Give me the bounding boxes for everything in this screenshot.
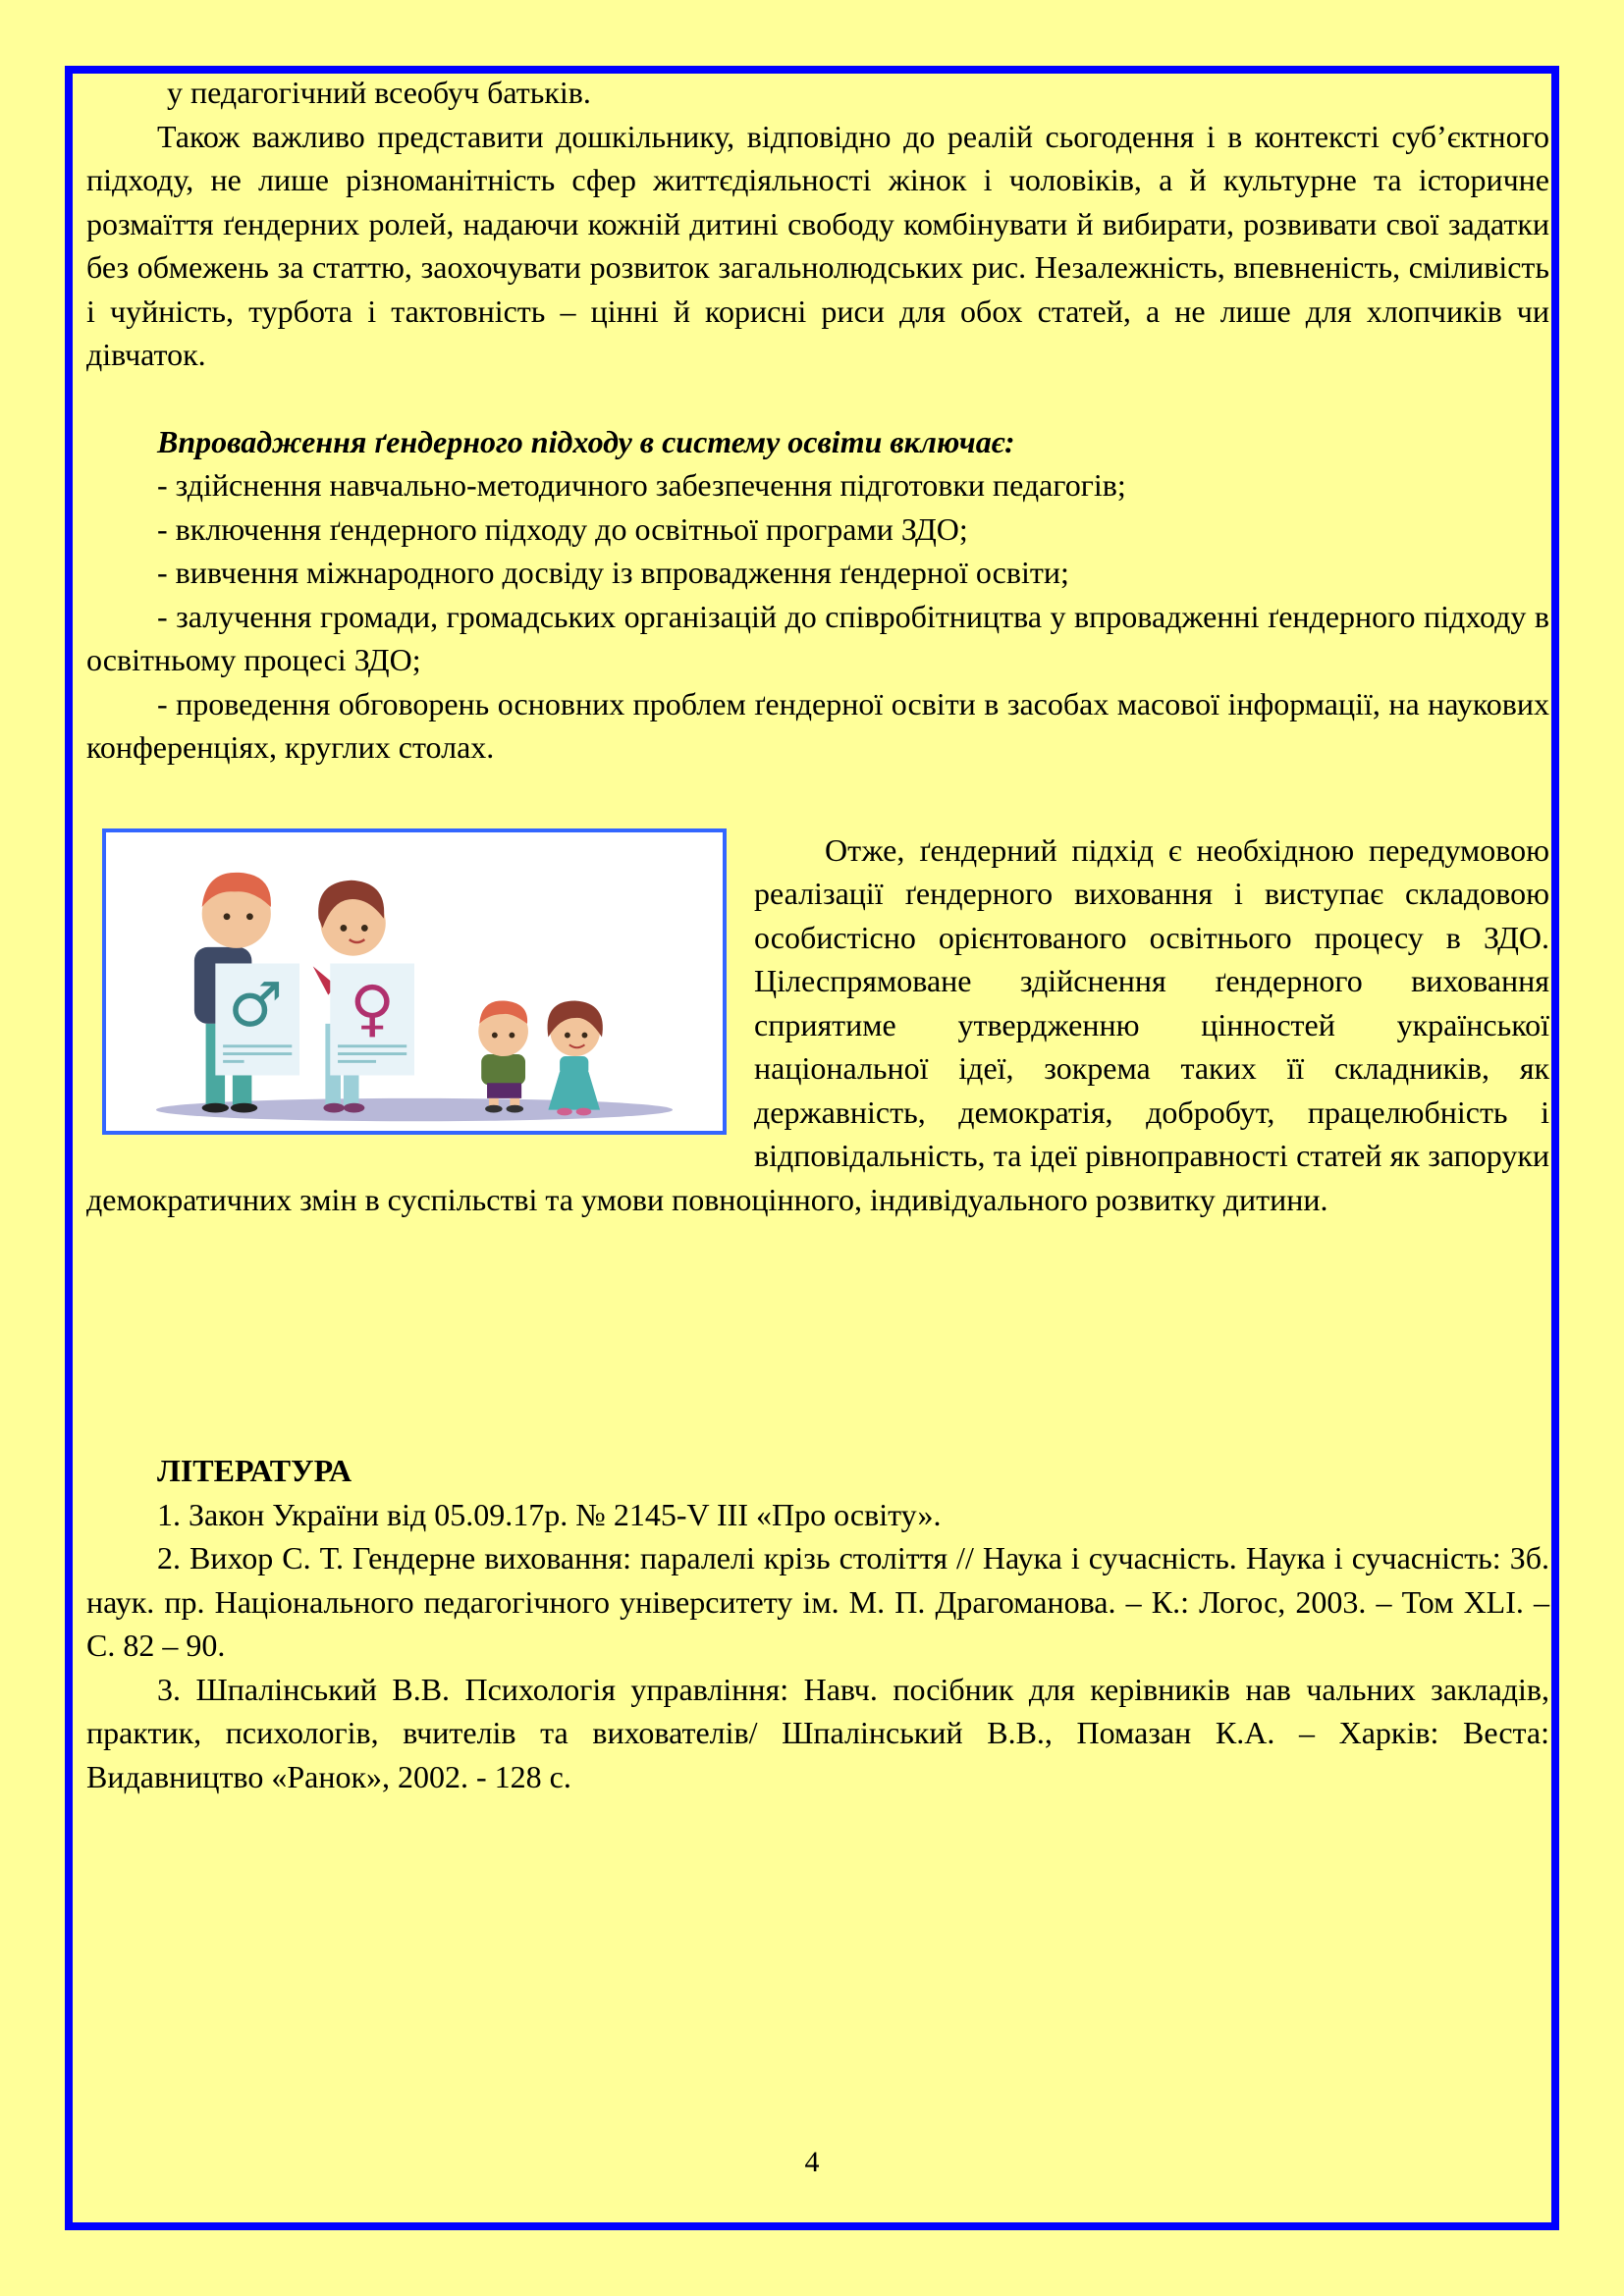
literature-item: 2. Вихор С. Т. Гендерне виховання: паралелі крізь століття // Наука і сучасність. Наука і сучасність: Зб. наук. пр. Національного педагогічного університету ім. М. П. Драгоманова. – К.: Логос, 2003. – Том XLI. – С. 82 – 90. [86,1540,1549,1663]
list-item: - здійснення навчально-методичного забезпечення підготовки педагогів; [157,467,1126,503]
list-item: - залучення громади, громадських організацій до співробітництва у впровадженні ґендерного підходу в освітньому процесі ЗДО; [86,598,1549,677]
family-illustration-icon [106,832,723,1131]
svg-text:♀: ♀ [350,972,395,1044]
literature-item: 3. Шпалінський В.В. Психологія управління: Навч. посібник для керівників нав чальних закладів, практик, психологів, вчителів та вихователів/ Шпалінський В.В., Помазан К.А. – Харків: Веста: Видавництво «Ранок», 2002. - 128 с. [86,1671,1549,1794]
implementation-heading: Впровадження ґендерного підходу в систему освіти включає: [157,423,1015,459]
list-item: - проведення обговорень основних проблем ґендерної освіти в засобах масової інформації, на наукових конференціях, круглих столах. [86,685,1549,765]
literature-heading: ЛІТЕРАТУРА [157,1453,352,1488]
conclusion-paragraph: Отже, ґендерний підхід є необхідною передумовою реалізації ґендерного виховання і виступає складовою особистісно орієнтованого освітнього процесу в ЗДО. Цілеспрямоване здійснення ґендерного виховання сприятиме утвердженню цінностей української національної ідеї, зокрема таких її складників, як державність, демократія, добробут, працелюбність і відповідальність, та ідеї рівноправності статей як запоруки демократичних змін в суспільстві та умови повноцінного, індивідуального розвитку дитини. [86,831,1549,1217]
gender-illustration [102,828,727,1135]
list-item: - включення ґендерного підходу до освітньої програми ЗДО; [157,510,968,547]
intro-paragraph: Також важливо представити дошкільнику, відповідно до реалій сьогодення і в контексті суб’єктного підходу, не лише різноманітність сфер життєдіяльності жінок і чоловіків, а й культурне та історичне розмаїття ґендерних ролей, надаючи кожній дитині свободу комбінувати й вибирати, розвивати свої задатки без обмежень за статтю, заохочувати розвиток загальнолюдських рис. Незалежність, впевненість, сміливість і чуйність, турбота і тактовність – цінні й корисні риси для обох статей, а не лише для хлопчиків чи дівчаток. [86,118,1549,372]
literature-item: 1. Закон України від 05.09.17р. № 2145-V ІІІ «Про освіту». [157,1496,942,1532]
page-number: 4 [804,2146,820,2178]
svg-text:♂: ♂ [228,968,284,1041]
page-content [86,71,1549,1798]
list-item: - вивчення міжнародного досвіду із впровадження ґендерної освіти; [157,555,1069,590]
intro-continuation: у педагогічний всеобуч батьків. [167,75,591,110]
conclusion-section [86,828,1549,1222]
